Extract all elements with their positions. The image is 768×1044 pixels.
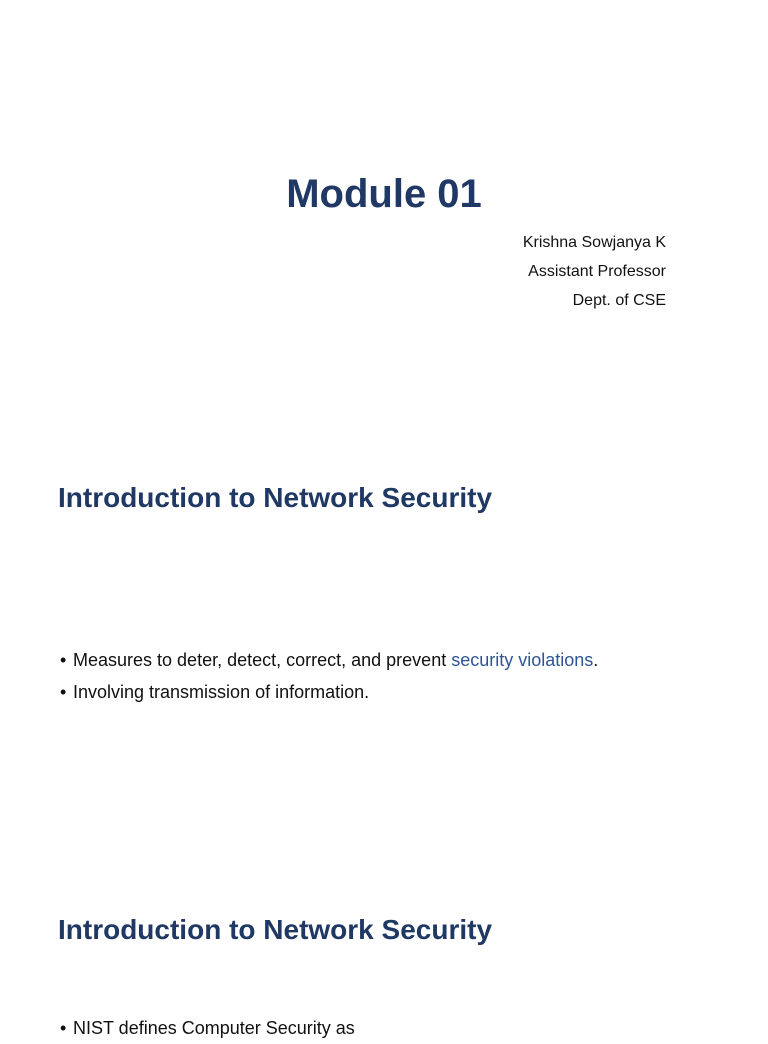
bullet-text-end: . [593,650,599,670]
section-heading: Introduction to Network Security [58,482,493,513]
nist-slide [0,864,768,1038]
bullet-text: Involving transmission of information. [73,682,370,702]
bullet-item [60,676,598,708]
bullet-text: NIST defines Computer Security as [73,1018,355,1038]
intro-slide [0,432,768,864]
author-block [523,228,666,315]
bullet-icon: • [60,1018,67,1038]
bullet-item [60,644,598,676]
highlighted-term: security violations [451,650,594,670]
bullet-text: Measures to deter, detect, correct, and prevent [73,650,452,670]
author-department: Dept. of CSE [572,292,666,309]
bullet-list [60,644,598,708]
author-name: Krishna Sowjanya K [522,234,666,251]
section-heading: Introduction to Network Security [58,914,493,945]
author-role: Assistant Professor [528,263,666,280]
bullet-item [60,1012,355,1044]
bullet-icon: • [60,682,67,702]
module-title: Module 01 [286,172,482,216]
bullet-icon: • [60,650,67,670]
title-slide [0,0,768,432]
bullet-list [60,1012,355,1044]
